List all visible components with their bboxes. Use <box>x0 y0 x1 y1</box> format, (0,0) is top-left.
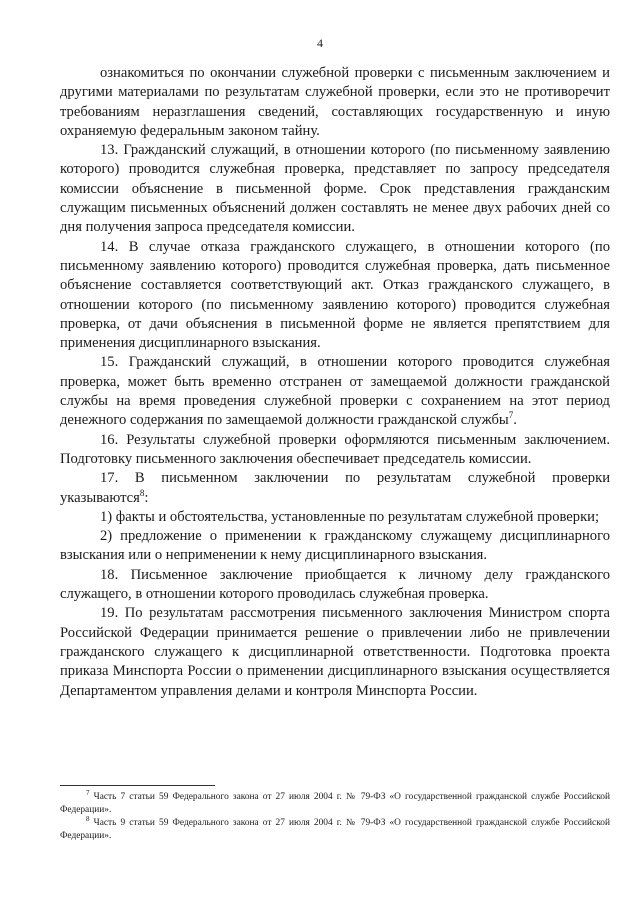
paragraph-14: 14. В случае отказа гражданского служащего, в отношении которого (по письменному заявлению которого) проводится служебная проверка, дать письменное объяснение составляется соответствующий акт. Отказ гражданского служащего, в отношении которого (по письменному заявлению которого) проводится служебная проверка, от дачи объяснения в письменной форме не является препятствием для применения дисциплинарного взыскания. <box>60 238 610 352</box>
footnote-ref-8: 8 <box>139 487 145 498</box>
footnote-mark-8: 8 <box>86 815 90 824</box>
paragraph-15-end: . <box>513 412 517 429</box>
footnote-8 <box>60 817 610 842</box>
paragraph-18: 18. Письменное заключение приобщается к личному делу гражданского служащего, в отношении которого проводилась служебная проверка. <box>60 566 610 603</box>
paragraph-15 <box>60 353 610 430</box>
footnote-divider <box>60 785 215 786</box>
paragraph-17-end: : <box>144 489 149 506</box>
document-body <box>60 64 610 701</box>
paragraph-15-text: 15. Гражданский служащий, в отношении которого проводится служебная проверка, может быть временно отстранен от замещаемой должности гражданской службы на время проведения служебной проверки с сохранением на этот период денежного содержания по замещаемой должности гражданской службы <box>60 354 610 429</box>
footnotes <box>60 788 610 843</box>
footnote-mark-7: 7 <box>86 788 90 797</box>
footnote-7 <box>60 788 610 816</box>
paragraph-17-item-2: 2) предложение о применении к гражданскому служащему дисциплинарного взыскания или о неприменении к нему дисциплинарного взыскания. <box>60 528 610 564</box>
footnote-7-text: Часть 7 статьи 59 Федерального закона от 27 июля 2004 г. № 79-ФЗ «О государственной гражданской службе Российской Федерации». <box>60 792 610 815</box>
paragraph-12-continuation: ознакомиться по окончании служебной проверки с письменным заключением и другими материалами по результатам служебной проверки, если это не противоречит требованиям неразглашения сведений, составляющих государственную и иную охраняемую федеральным законом тайну. <box>60 65 610 139</box>
paragraph-19: 19. По результатам рассмотрения письменного заключения Министром спорта Российской Федерации принимается решение о привлечении либо не привлечении гражданского служащего к дисциплинарной ответственности. Подготовка проекта приказа Минспорта России о применении дисциплинарного взыскания осуществляется Департаментом управления делами и контроля Минспорта России. <box>60 605 610 699</box>
page-number: 4 <box>317 36 323 50</box>
paragraph-16: 16. Результаты служебной проверки оформляются письменным заключением. Подготовку письменного заключения обеспечивает председатель комиссии. <box>60 431 610 467</box>
paragraph-13: 13. Гражданский служащий, в отношении которого (по письменному заявлению которого) проводится служебная проверка, представляет по запросу председателя комиссии объяснение в письменной форме. Срок представления гражданским служащим письменных объяснений должен составлять не менее двух рабочих дней со дня получения запроса председателя комиссии. <box>60 142 610 236</box>
paragraph-17 <box>60 469 610 508</box>
footnote-8-text: Часть 9 статьи 59 Федерального закона от 27 июля 2004 г. № 79-ФЗ «О государственной гражданской службе Российской Федерации». <box>60 818 610 841</box>
paragraph-17-text: 17. В письменном заключении по результатам служебной проверки указываются <box>60 470 610 506</box>
footnote-ref-7: 7 <box>508 410 514 421</box>
paragraph-17-item-1: 1) факты и обстоятельства, установленные по результатам служебной проверки; <box>100 508 600 525</box>
